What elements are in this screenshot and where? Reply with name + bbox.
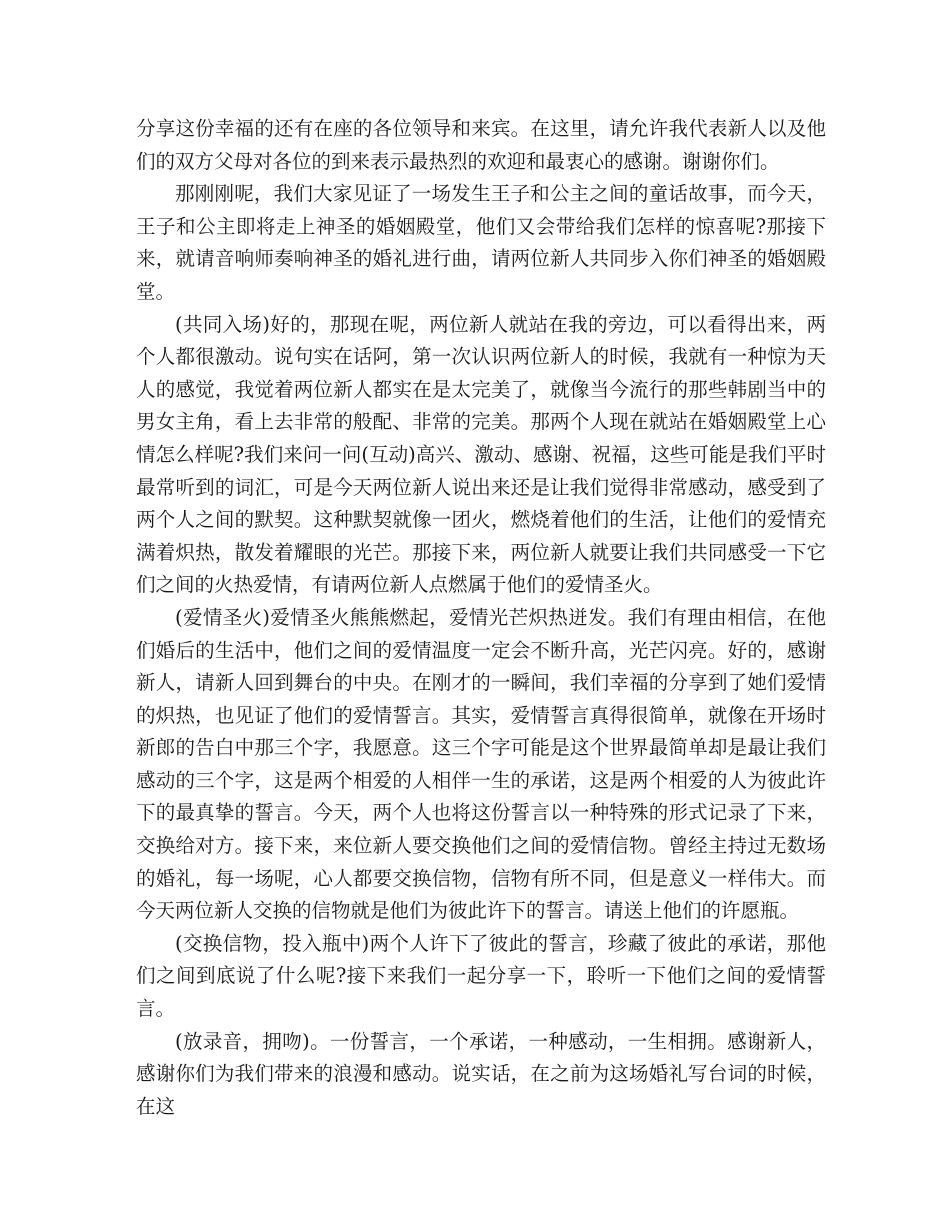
paragraph-3: (共同入场)好的，那现在呢，两位新人就站在我的旁边，可以看得出来，两个人都很激动。说句实在话阿，第一次认识两位新人的时候，我就有一种惊为天人的感觉，我觉着两位新人都实在是太完美了，就像当今流行的那些韩剧当中的男女主角，看上去非常的般配、非常的完美。那两个人现在就站在婚姻殿堂上心情怎么样呢?我们来问一问(互动)高兴、激动、感谢、祝福，这些可能是我们平时最常听到的词汇，可是今天两位新人说出来还是让我们觉得非常感动，感受到了两个人之间的默契。这种默契就像一团火，燃烧着他们的生活，让他们的爱情充满着炽热，散发着耀眼的光芒。那接下来，两位新人就要让我们共同感受一下它们之间的火热爱情，有请两位新人点燃属于他们的爱情圣火。 bbox=[136, 312, 826, 597]
paragraph-2: 那刚刚呢，我们大家见证了一场发生王子和公主之间的童话故事，而今天，王子和公主即将走上神圣的婚姻殿堂，他们又会带给我们怎样的惊喜呢?那接下来，就请音响师奏响神圣的婚礼进行曲，请两位新人共同步入你们神圣的婚姻殿堂。 bbox=[136, 182, 826, 303]
paragraph-4: (爱情圣火)爱情圣火熊熊燃起，爱情光芒炽热迸发。我们有理由相信，在他们婚后的生活中，他们之间的爱情温度一定会不断升高，光芒闪亮。好的，感谢新人，请新人回到舞台的中央。在刚才的一瞬间，我们幸福的分享到了她们爱情的炽热，也见证了他们的爱情誓言。其实，爱情誓言真得很简单，就像在开场时新郎的告白中那三个字，我愿意。这三个字可能是这个世界最简单却是最让我们感动的三个字，这是两个相爱的人相伴一生的承诺，这是两个相爱的人为彼此许下的最真挚的誓言。今天，两个人也将这份誓言以一种特殊的形式记录了下来，交换给对方。接下来，来位新人要交换他们之间的爱情信物。曾经主持过无数场的婚礼，每一场呢，心人都要交换信物，信物有所不同，但是意义一样伟大。而今天两位新人交换的信物就是他们为彼此许下的誓言。请送上他们的许愿瓶。 bbox=[136, 605, 826, 923]
document-body bbox=[136, 113, 826, 1123]
paragraph-5: (交换信物，投入瓶中)两个人许下了彼此的誓言，珍藏了彼此的承诺，那他们之间到底说了什么呢?接下来我们一起分享一下，聆听一下他们之间的爱情誓言。 bbox=[136, 931, 826, 1021]
paragraph-1: 分享这份幸福的还有在座的各位领导和来宾。在这里，请允许我代表新人以及他们的双方父母对各位的到来表示最热烈的欢迎和最衷心的感谢。谢谢你们。 bbox=[136, 117, 826, 173]
paragraph-6: (放录音，拥吻)。一份誓言，一个承诺，一种感动，一生相拥。感谢新人，感谢你们为我们带来的浪漫和感动。说实话，在之前为这场婚礼写台词的时候，在这 bbox=[136, 1029, 826, 1118]
